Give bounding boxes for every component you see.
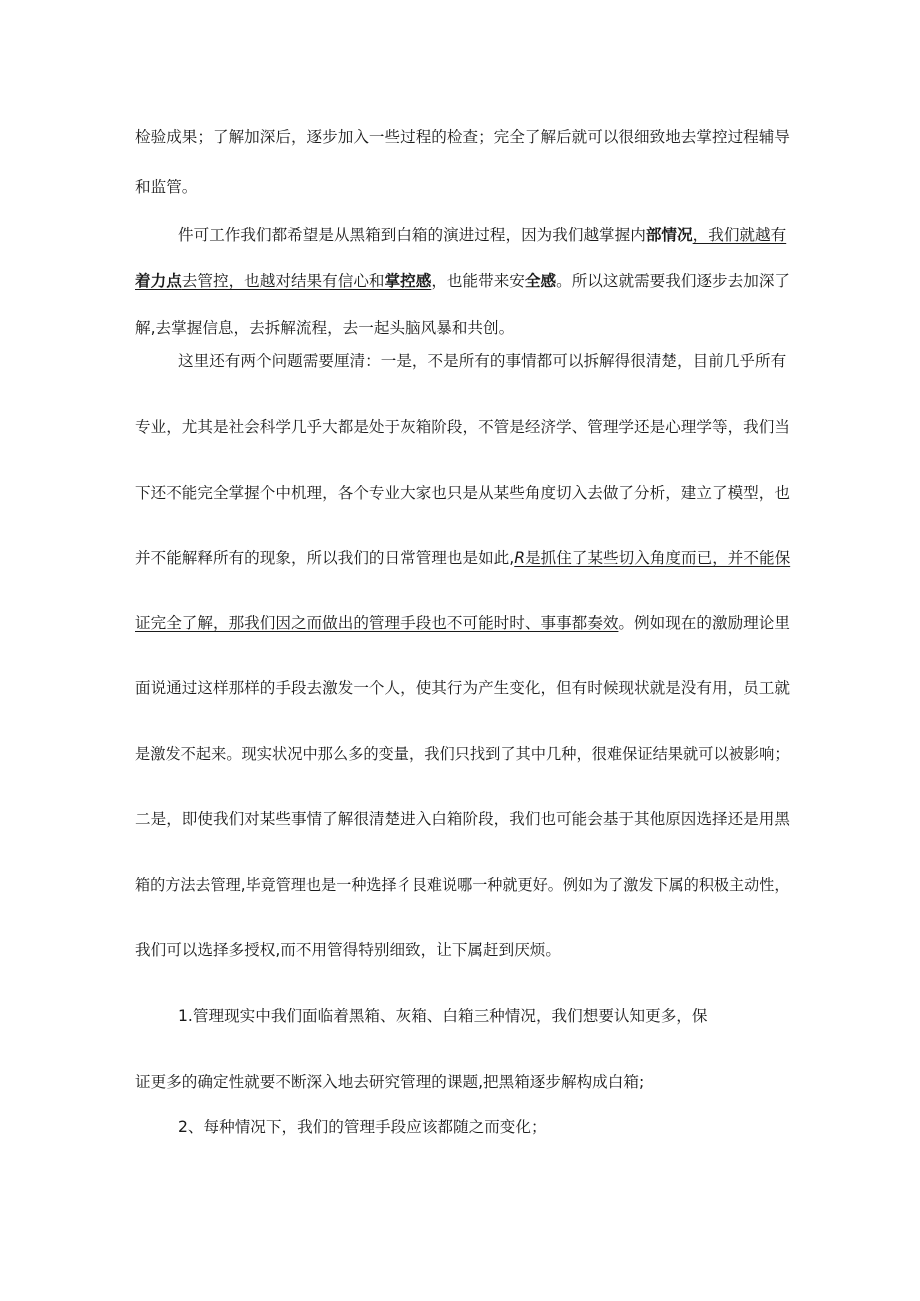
underlined-text: ，我们就越有 (692, 226, 787, 244)
list-item-1-line-2: 证更多的确定性就要不断深入地去研究管理的课题,把黑箱逐步解构成白箱; (135, 1073, 645, 1091)
paragraph-2-line-2 (135, 270, 790, 292)
paragraph-1-line-1: 检验成果；了解加深后，逐步加入一些过程的检查；完全了解后就可以很细致地去掌控过程辅导 (135, 128, 790, 146)
text-run: 。所以这就需要我们逐步去加深了 (556, 272, 791, 290)
paragraph-3-line-9: 箱的方法去管理,毕竟管理也是一种选择彳艮难说哪一种就更好。例如为了激发下属的积极主动性， (135, 876, 790, 894)
text-run: 并不能解释所有的现象，所以我们的日常管理也是如此, (135, 549, 515, 567)
paragraph-1-line-2: 和监管。 (135, 178, 198, 196)
text-run: ，也能带来安 (431, 272, 525, 290)
bold-text: 全感 (524, 272, 557, 290)
underlined-text: 去管控，也越对结果有信心和 (181, 272, 385, 290)
paragraph-2-line-1 (178, 224, 786, 246)
paragraph-3-line-1: 这里还有两个问题需要厘清：一是，不是所有的事情都可以拆解得很清楚，目前几乎所有 (178, 352, 787, 370)
underlined-text: 证完全了解，那我们因之而做出的管理手段也不可能时时、事事都奏效 (135, 614, 619, 632)
list-item-2: 2、每种情况下，我们的管理手段应该都随之而变化； (178, 1118, 547, 1136)
paragraph-3-line-8: 二是，即使我们对某些事情了解很清楚进入白箱阶段，我们也可能会基于其他原因选择还是用黑 (135, 810, 790, 828)
paragraph-3-line-6: 面说通过这样那样的手段去激发一个人，使其行为产生变化，但有时候现状就是没有用，员工就 (135, 679, 790, 697)
paragraph-3-line-4 (135, 547, 790, 569)
paragraph-3-line-3: 下还不能完全掌握个中机理，各个专业大家也只是从某些角度切入去做了分析，建立了模型，也 (135, 484, 790, 502)
paragraph-3-line-2: 专业，尤其是社会科学几乎大都是处于灰箱阶段，不管是经济学、管理学还是心理学等，我们当 (135, 418, 790, 436)
bold-underlined-text: 着力点 (135, 272, 182, 290)
underlined-text: 是抓住了某些切入角度而已，并不能保 (525, 549, 791, 567)
paragraph-3-line-10: 我们可以选择多授权,而不用管得特别细致，让下属赶到厌烦。 (135, 941, 561, 959)
bold-underlined-text: 掌控感 (384, 272, 432, 290)
bold-text: 部情况 (645, 226, 693, 244)
underlined-text: R (514, 549, 526, 567)
text-run: 。例如现在的激励理论里 (618, 614, 790, 632)
paragraph-2-line-3: 解,去掌握信息，去拆解流程，去一起头脑风暴和共创。 (135, 319, 515, 337)
paragraph-3-line-7: 是激发不起来。现实状况中那么多的变量，我们只找到了其中几种，很难保证结果就可以被影响； (135, 745, 790, 763)
list-item-1-line-1: 1.管理现实中我们面临着黑箱、灰箱、白箱三种情况，我们想要认知更多，保 (178, 1007, 708, 1025)
paragraph-3-line-5 (135, 612, 790, 634)
text-run: 件可工作我们都希望是从黑箱到白箱的演进过程，因为我们越掌握内 (178, 226, 646, 244)
